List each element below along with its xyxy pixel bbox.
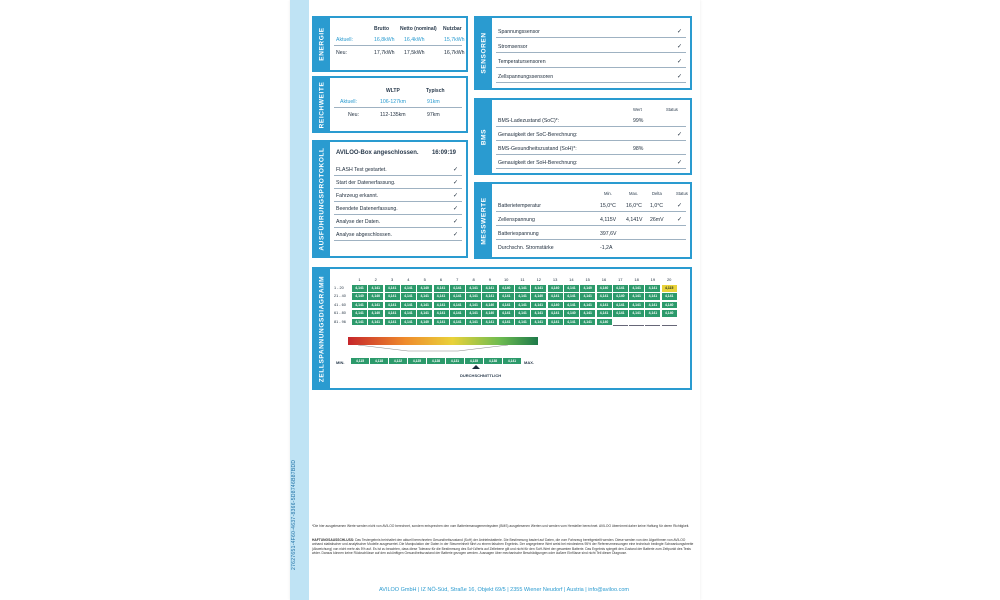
bms-row-label: BMS-Ladezustand (SoC)*: xyxy=(498,118,560,124)
legend-value: 4,122 xyxy=(389,358,407,364)
cell-voltage: 4,141 xyxy=(613,302,628,309)
cell-voltage: 4,141 xyxy=(597,302,612,309)
cell-voltage: 4,115 xyxy=(662,285,677,292)
cell-voltage: 4,141 xyxy=(368,319,383,326)
gradient-bar xyxy=(348,335,696,375)
sensor-item: Zellspannungssensoren xyxy=(498,74,554,80)
energy-value: 17,7kWh xyxy=(374,50,395,56)
legend-value: 4,125 xyxy=(408,358,426,364)
cell-voltage: 4,141 xyxy=(450,310,465,317)
meas-row-label: Batterietemperatur xyxy=(498,203,541,209)
cell-voltage: 4,141 xyxy=(352,302,367,309)
cell-voltage: 4,141 xyxy=(417,310,432,317)
cell-row-label: 41 - 60 xyxy=(334,302,346,307)
cell-voltage: 4,141 xyxy=(434,285,449,292)
meas-value: 26mV xyxy=(650,217,664,223)
range-row-label: Aktuell: xyxy=(340,99,358,105)
sensors-label: SENSOREN xyxy=(480,32,488,74)
check-icon: ✓ xyxy=(676,160,682,166)
bms-value: 99% xyxy=(633,118,644,124)
sensor-item: Spannungssensor xyxy=(498,29,540,35)
meas-col-status: Status xyxy=(676,191,688,196)
check-icon: ✓ xyxy=(676,29,682,35)
meas-row-label: Durchschn. Stromstärke xyxy=(498,245,554,251)
cell-voltage: 4,141 xyxy=(629,285,644,292)
company-contact: AVILOO GmbH | IZ NÖ-Süd, Straße 16, Objekt 69/5 | 2355 Wiener Neudorf | Austria | info@aviloo.com xyxy=(379,587,629,593)
range-value: 106-127km xyxy=(380,99,406,105)
meas-value: 15,0°C xyxy=(600,203,616,209)
cell-voltage: 4,141 xyxy=(499,319,514,326)
cell-voltage: 4,141 xyxy=(629,310,644,317)
cell-voltage: 4,141 xyxy=(368,285,383,292)
cell-voltage: 4,141 xyxy=(564,319,579,326)
cell-voltage: 4,141 xyxy=(450,293,465,300)
cell-column-number: 16 xyxy=(601,277,607,282)
meas-value: 16,0°C xyxy=(626,203,642,209)
bms-col-wert: Wert xyxy=(633,107,642,112)
meas-value: 397,6V xyxy=(600,231,617,237)
bms-row-label: Genauigkeit der SoH-Berechnung: xyxy=(498,160,578,166)
check-icon: ✓ xyxy=(452,232,458,238)
cell-voltage: 4,141 xyxy=(613,310,628,317)
bms-value: 98% xyxy=(633,146,644,152)
protocol-item: FLASH Test gestartet. xyxy=(336,167,387,173)
protocol-label: AUSFÜHRUNGSPROTOKOLL xyxy=(318,147,326,251)
cell-voltage: 4,140 xyxy=(352,293,367,300)
cell-column-number: 18 xyxy=(634,277,639,282)
footnote: *Die hier ausgelesenen Werte werden nicht von AVILOO berechnet, sondern entsprechen den vom Batteriemanagementsystem (BMS) ausgelesenen Werten und werden vom Hersteller berechnet. AVILOO übernimmt daher keine Haftung für deren Richtigkeit. xyxy=(312,524,690,528)
cell-voltage: 4,141 xyxy=(466,310,481,317)
energy-panel xyxy=(312,16,468,72)
cell-voltage: 4,141 xyxy=(434,302,449,309)
cell-voltage: 4,141 xyxy=(434,319,449,326)
meas-col-delta: Delta xyxy=(652,191,662,196)
cell-voltage: 4,141 xyxy=(564,285,579,292)
cell-voltage: 4,141 xyxy=(466,302,481,309)
meas-value: -1,2A xyxy=(600,245,613,251)
cell-voltage: 4,141 xyxy=(629,302,644,309)
legend-value: 4,135 xyxy=(465,358,483,364)
protocol-item: Fahrzeug erkannt. xyxy=(336,193,379,199)
cell-voltage: 4,141 xyxy=(580,310,595,317)
meas-row-label: Zellenspannung xyxy=(498,217,535,223)
cell-voltage: 4,140 xyxy=(580,285,595,292)
cell-voltage xyxy=(662,319,677,327)
cell-voltage: 4,140 xyxy=(564,310,579,317)
average-label: DURCHSCHNITTLICH xyxy=(460,373,502,378)
sensor-item: Stromsensor xyxy=(498,44,528,50)
cell-column-number: 7 xyxy=(456,277,459,282)
protocol-item: Beendete Datenerfassung. xyxy=(336,206,398,212)
meas-col-min: Min. xyxy=(604,191,612,196)
cell-voltage: 4,141 xyxy=(482,319,497,326)
protocol-item: Analyse der Daten. xyxy=(336,219,381,225)
check-icon: ✓ xyxy=(452,219,458,225)
cell-voltage: 4,140 xyxy=(662,302,677,309)
cell-row-label: 81 - 96 xyxy=(334,319,346,324)
cell-voltage: 4,141 xyxy=(515,319,530,326)
cell-voltage: 4,141 xyxy=(401,302,416,309)
meas-value: 4,115V xyxy=(600,217,617,223)
cell-voltage: 4,141 xyxy=(515,302,530,309)
cell-column-number: 20 xyxy=(666,277,672,282)
energy-value: 16,7kWh xyxy=(444,50,465,56)
cell-column-number: 2 xyxy=(374,277,377,282)
sensor-item: Temperatursensoren xyxy=(498,59,546,65)
cell-voltage: 4,141 xyxy=(548,310,563,317)
cell-voltage: 4,141 xyxy=(597,310,612,317)
energy-value: 17,5kWh xyxy=(404,50,425,56)
cell-column-number: 9 xyxy=(488,277,491,282)
legend-value: 4,138 xyxy=(484,358,502,364)
cell-voltage: 4,141 xyxy=(401,310,416,317)
cell-voltage: 4,141 xyxy=(385,319,400,326)
legend-min-label: MIN. xyxy=(336,360,345,365)
cell-column-number: 13 xyxy=(552,277,558,282)
legend-value: 4,118 xyxy=(370,358,388,364)
cell-column-number: 5 xyxy=(423,277,426,282)
range-value: 91km xyxy=(427,99,440,105)
cell-voltage: 4,141 xyxy=(417,293,432,300)
cell-voltage: 4,141 xyxy=(645,293,660,300)
cell-voltage: 4,140 xyxy=(597,285,612,292)
cell-voltage: 4,141 xyxy=(531,302,546,309)
bms-row-label: BMS-Gesundheitszustand (SoH)*: xyxy=(498,146,577,152)
cell-voltage: 4,141 xyxy=(385,285,400,292)
legend-value: 4,128 xyxy=(427,358,445,364)
cell-voltage: 4,141 xyxy=(482,285,497,292)
check-icon: ✓ xyxy=(676,203,682,209)
cells-panel xyxy=(312,267,692,390)
cell-voltage: 4,141 xyxy=(368,302,383,309)
cell-voltage: 4,141 xyxy=(434,293,449,300)
cell-voltage: 4,141 xyxy=(645,285,660,292)
cell-voltage: 4,141 xyxy=(401,285,416,292)
cell-voltage: 4,141 xyxy=(385,293,400,300)
cell-row-label: 21 - 40 xyxy=(334,294,346,299)
cell-voltage: 4,141 xyxy=(385,310,400,317)
cell-voltage: 4,141 xyxy=(450,319,465,326)
cell-voltage: 4,141 xyxy=(466,285,481,292)
cell-voltage: 4,141 xyxy=(499,310,514,317)
cell-voltage: 4,141 xyxy=(499,302,514,309)
cell-voltage: 4,140 xyxy=(368,293,383,300)
energy-row-label: Aktuell: xyxy=(336,37,354,43)
cell-column-number: 15 xyxy=(585,277,590,282)
cell-voltage: 4,141 xyxy=(629,293,644,300)
cell-voltage: 4,141 xyxy=(662,293,677,300)
cell-voltage xyxy=(613,319,628,327)
cell-voltage: 4,141 xyxy=(352,285,367,292)
cell-voltage: 4,141 xyxy=(515,293,530,300)
cell-voltage: 4,140 xyxy=(597,319,612,326)
cell-column-number: 12 xyxy=(536,277,542,282)
check-icon: ✓ xyxy=(676,59,682,65)
cell-voltage: 4,141 xyxy=(482,293,497,300)
cell-voltage: 4,141 xyxy=(645,302,660,309)
cell-column-number: 17 xyxy=(618,277,623,282)
cell-voltage: 4,140 xyxy=(613,293,628,300)
range-header-wltp: WLTP xyxy=(386,88,400,94)
check-icon: ✓ xyxy=(676,44,682,50)
cell-voltage xyxy=(629,319,644,327)
cell-column-number: 3 xyxy=(390,277,394,282)
protocol-item: Start der Datenerfassung. xyxy=(336,180,396,186)
cell-column-number: 10 xyxy=(503,277,509,282)
energy-header-brutto: Brutto xyxy=(374,26,389,32)
energy-row-label: Neu: xyxy=(336,50,347,56)
check-icon: ✓ xyxy=(676,217,682,223)
cell-column-number: 14 xyxy=(569,277,574,282)
legend-max-label: MAX. xyxy=(524,360,534,365)
meas-row-label: Batteriespannung xyxy=(498,231,539,237)
cell-voltage: 4,141 xyxy=(401,319,416,326)
cell-voltage: 4,141 xyxy=(531,310,546,317)
bms-col-status: Status xyxy=(666,107,678,112)
range-label: REICHWEITE xyxy=(318,81,326,128)
cell-row-label: 1 - 20 xyxy=(334,286,344,290)
bms-label: BMS xyxy=(480,128,488,145)
range-header-typisch: Typisch xyxy=(426,88,445,94)
sensors-panel xyxy=(474,16,692,90)
check-icon: ✓ xyxy=(452,193,458,199)
energy-value: 16,4kWh xyxy=(404,37,425,43)
cell-voltage: 4,141 xyxy=(515,285,530,292)
cell-voltage: 4,141 xyxy=(352,310,367,317)
cell-voltage: 4,141 xyxy=(580,302,595,309)
cell-voltage: 4,140 xyxy=(482,302,497,309)
cell-column-number: 4 xyxy=(407,277,410,282)
bms-row-label: Genauigkeit der SoC-Berechnung: xyxy=(498,132,578,138)
cell-column-number: 8 xyxy=(472,277,475,282)
cell-voltage: 4,141 xyxy=(450,302,465,309)
document-id: 27627651-4F60-4637-8366-5D8746B87BDD xyxy=(291,459,297,571)
cell-voltage: 4,140 xyxy=(531,293,546,300)
cell-voltage: 4,141 xyxy=(450,285,465,292)
energy-header-netto: Netto (nominal) xyxy=(400,26,437,32)
cell-voltage: 4,141 xyxy=(580,293,595,300)
bms-panel xyxy=(474,98,692,175)
legend-value: 4,115 xyxy=(351,358,369,364)
cell-voltage: 4,141 xyxy=(580,319,595,326)
cell-voltage: 4,141 xyxy=(548,319,563,326)
check-icon: ✓ xyxy=(452,206,458,212)
cell-voltage: 4,141 xyxy=(434,310,449,317)
cell-voltage: 4,140 xyxy=(499,285,514,292)
cell-voltage: 4,141 xyxy=(531,285,546,292)
cell-voltage: 4,141 xyxy=(499,293,514,300)
energy-header-nutzbar: Nutzbar xyxy=(443,26,462,32)
cell-voltage: 4,141 xyxy=(417,302,432,309)
cell-voltage xyxy=(645,319,660,327)
cell-column-number: 6 xyxy=(439,277,443,282)
energy-value: 16,8kWh xyxy=(374,37,395,43)
cell-voltage: 4,140 xyxy=(417,285,432,292)
cell-voltage: 4,141 xyxy=(548,293,563,300)
cell-voltage: 4,140 xyxy=(662,310,677,317)
meas-value: 4,141V xyxy=(626,217,643,223)
cell-voltage: 4,140 xyxy=(548,302,563,309)
cell-voltage: 4,140 xyxy=(548,285,563,292)
cell-column-number: 11 xyxy=(520,277,525,282)
meas-col-max: Max. xyxy=(629,191,639,196)
cell-column-number: 19 xyxy=(650,277,656,282)
legend-value: 4,131 xyxy=(446,358,464,364)
cell-voltage: 4,141 xyxy=(466,319,481,326)
protocol-time: 16:09:19 xyxy=(431,150,456,156)
cell-voltage: 4,140 xyxy=(482,310,497,317)
check-icon: ✓ xyxy=(676,74,682,80)
legend-value: 4,141 xyxy=(503,358,521,364)
disclaimer-title: HAFTUNGSAUSSCHLUSS: xyxy=(312,538,355,542)
energy-value: 15,7kWh xyxy=(444,37,465,43)
cell-voltage: 4,141 xyxy=(645,310,660,317)
protocol-item: Analyse abgeschlossen. xyxy=(336,232,392,238)
check-icon: ✓ xyxy=(452,167,458,173)
cell-column-number: 1 xyxy=(358,277,361,282)
cell-voltage: 4,141 xyxy=(401,293,416,300)
energy-label: ENERGIE xyxy=(318,27,326,61)
cell-voltage: 4,141 xyxy=(613,285,628,292)
cell-voltage: 4,140 xyxy=(368,310,383,317)
range-value: 112-135km xyxy=(380,112,406,118)
measurements-panel xyxy=(474,182,692,259)
cell-voltage: 4,141 xyxy=(515,310,530,317)
cell-voltage: 4,141 xyxy=(564,293,579,300)
cell-voltage: 4,141 xyxy=(531,319,546,326)
cell-voltage: 4,140 xyxy=(417,319,432,326)
range-row-label: Neu: xyxy=(348,112,359,118)
protocol-title: AVILOO-Box angeschlossen. xyxy=(336,150,419,156)
range-value: 97km xyxy=(427,112,440,118)
cell-voltage: 4,141 xyxy=(385,302,400,309)
cell-voltage: 4,141 xyxy=(564,302,579,309)
protocol-panel xyxy=(312,140,468,258)
disclaimer xyxy=(312,538,696,555)
cells-label: ZELLSPANNUNGSDIAGRAMM xyxy=(318,275,326,382)
measurements-label: MESSWERTE xyxy=(480,196,488,245)
cell-voltage: 4,141 xyxy=(352,319,367,326)
check-icon: ✓ xyxy=(452,180,458,186)
cell-row-label: 61 - 80 xyxy=(334,311,346,316)
meas-value: 1,0°C xyxy=(650,203,664,209)
range-panel xyxy=(312,76,468,133)
cell-voltage: 4,141 xyxy=(466,293,481,300)
disclaimer-text: Das Testergebnis beinhaltet den aktuell berechneten Gesundheitszustand (SoH) der Antriebsbatterie. Die Bestimmung basiert auf Daten, die vom Fahrzeug bereitgestellt werden. Diese werden von den Algorithmen von AVILOO anhand statistischer und analytischer Modelle ausgewertet. Die Manipulation der Daten in der Steuereinheit führt zu einem falschen Ergebnis. Der angegebene Wert weist bei mindestens 95% der Referenzmessungen eine technisch bedingte Schwankungsbreite (Abweichung) von nicht mehr als 5% auf. Es ist zu beachten, dass diese Toleranz für die Bestimmung des SoH-Werts auf Zellebene gilt und nicht für den SoH-Wert der gesamten Batterie. Das Ergebnis spiegelt den Zustand der Batterie zum Zeitpunkt des Tests wider. Daraus können keine Rückschlüsse auf den zukünftigen Gesundheitszustand der Batterie gezogen werden. Aussagen über mechanische Beschädigungen oder äußere Einflüsse sind nicht Teil dieser Diagnose. xyxy=(312,538,694,555)
check-icon: ✓ xyxy=(676,132,682,138)
cell-voltage: 4,141 xyxy=(597,293,612,300)
